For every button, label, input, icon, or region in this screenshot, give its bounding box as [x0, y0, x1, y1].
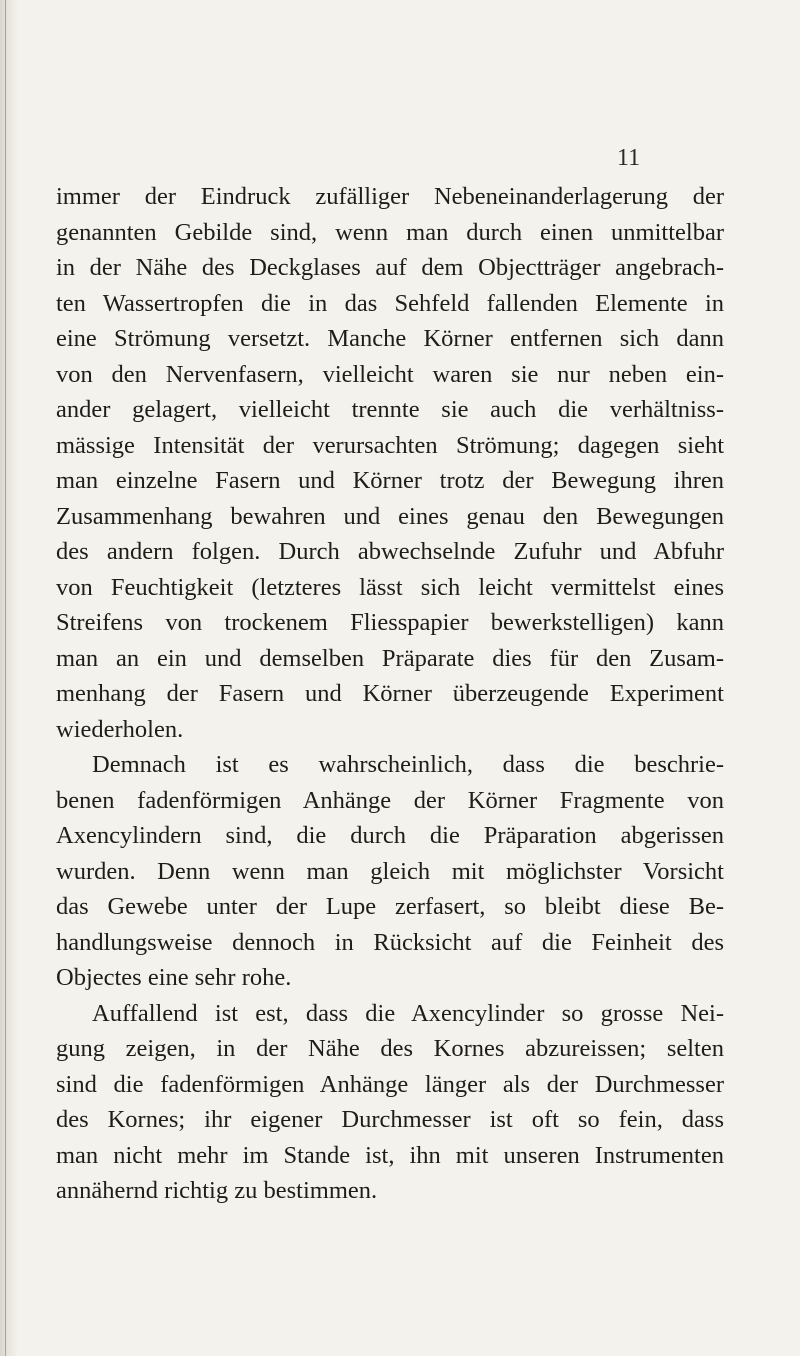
page-binding-line: [5, 0, 6, 1356]
text-line: das Gewebe unter der Lupe zerfasert, so bleibt diese Be-: [56, 893, 724, 920]
body-text: [56, 179, 724, 1209]
text-line: Streifens von trockenem Fliesspapier bewerkstelligen) kann: [56, 609, 724, 636]
text-line: Axencylindern sind, die durch die Präparation abgerissen: [56, 822, 724, 849]
page-number: 11: [617, 145, 641, 171]
page-binding-edge: [0, 0, 18, 1356]
text-line: des Kornes; ihr eigener Durchmesser ist oft so fein, dass: [56, 1106, 724, 1133]
text-line: Auffallend ist est, dass die Axencylinder so grosse Nei-: [92, 999, 724, 1027]
text-line: man nicht mehr im Stande ist, ihn mit unseren Instrumenten: [56, 1141, 724, 1169]
text-line: sind die fadenförmigen Anhänge länger als der Durchmesser: [56, 1070, 724, 1098]
text-line: handlungsweise dennoch in Rücksicht auf die Feinheit des: [56, 928, 724, 956]
text-line: mässige Intensität der verursachten Strömung; dagegen sieht: [56, 431, 724, 459]
text-line: Demnach ist es wahrscheinlich, dass die beschrie-: [92, 751, 724, 778]
text-line: eine Strömung versetzt. Manche Körner entfernen sich dann: [56, 325, 724, 352]
text-line: ander gelagert, vielleicht trennte sie auch die verhältniss-: [56, 396, 724, 423]
text-line: in der Nähe des Deckglases auf dem Objectträger angebrach-: [56, 254, 724, 281]
text-line: man an ein und demselben Präparate dies für den Zusam-: [56, 644, 724, 672]
text-line: immer der Eindruck zufälliger Nebeneinanderlagerung der: [56, 183, 724, 210]
text-line: menhang der Fasern und Körner überzeugende Experiment: [56, 680, 724, 707]
text-line: genannten Gebilde sind, wenn man durch einen unmittelbar: [56, 218, 724, 246]
text-line: ten Wassertropfen die in das Sehfeld fallenden Elemente in: [56, 289, 724, 317]
text-line: Zusammenhang bewahren und eines genau den Bewegungen: [56, 502, 724, 530]
text-line: man einzelne Fasern und Körner trotz der Bewegung ihren: [56, 467, 724, 494]
text-line: benen fadenförmigen Anhänge der Körner Fragmente von: [56, 786, 724, 814]
text-line: von den Nervenfasern, vielleicht waren sie nur neben ein-: [56, 360, 724, 388]
text-line: des andern folgen. Durch abwechselnde Zufuhr und Abfuhr: [56, 538, 724, 565]
text-line: wurden. Denn wenn man gleich mit möglichster Vorsicht: [56, 857, 724, 885]
text-line: wiederholen.: [56, 715, 184, 743]
text-line: gung zeigen, in der Nähe des Kornes abzureissen; selten: [56, 1035, 724, 1062]
text-line: von Feuchtigkeit (letzteres lässt sich leicht vermittelst eines: [56, 573, 724, 601]
text-line: annähernd richtig zu bestimmen.: [56, 1177, 378, 1204]
text-line: Objectes eine sehr rohe.: [56, 964, 292, 991]
